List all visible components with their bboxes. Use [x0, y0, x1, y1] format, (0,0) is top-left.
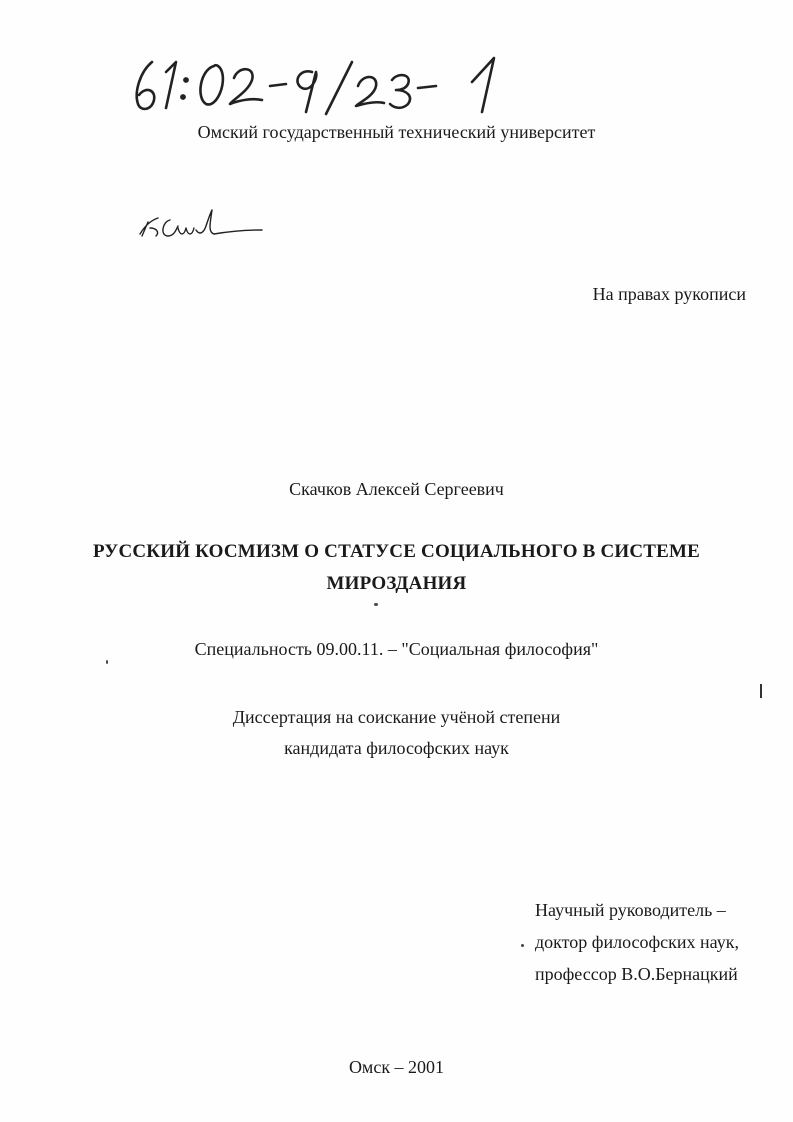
advisor-degree: доктор философских наук, [535, 932, 739, 952]
dissertation-title-line-1: РУССКИЙ КОСМИЗМ О СТАТУСЕ СОЦИАЛЬНОГО В СИСТЕМЕ [92, 541, 701, 562]
advisor-role: Научный руководитель – [535, 900, 726, 920]
scan-mark [760, 684, 762, 698]
university-name: Омский государственный технический университет [197, 122, 596, 142]
scan-speck [521, 944, 524, 947]
advisor-name: профессор В.О.Бернацкий [535, 964, 738, 984]
author-name: Скачков Алексей Сергеевич [289, 479, 504, 499]
dissertation-title-line-2: МИРОЗДАНИЯ [326, 573, 467, 594]
scan-speck [106, 660, 108, 664]
rights-notice: На правах рукописи [592, 284, 746, 304]
city-year: Омск – 2001 [348, 1057, 445, 1077]
dissertation-degree-line-2: кандидата философских наук [284, 738, 509, 758]
dissertation-degree-line-1: Диссертация на соискание учёной степени [232, 707, 561, 727]
specialty: Специальность 09.00.11. – "Социальная философия" [194, 639, 599, 659]
scan-speck [374, 603, 378, 606]
